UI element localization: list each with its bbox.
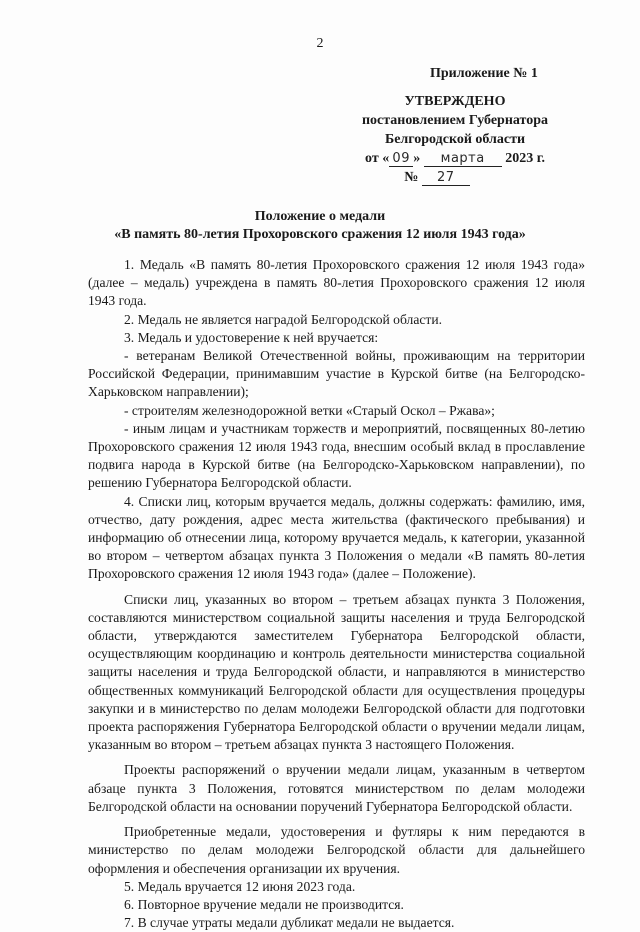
list-item: - строителям железнодорожной ветки «Старый Оскол – Ржава»;	[124, 402, 495, 418]
date-mid: »	[413, 151, 421, 166]
paragraph: 7. В случае утраты медали дубликат медали не выдается.	[124, 915, 455, 931]
paragraph: Приобретенные медали, удостоверения и футляры к ним передаются в министерство по делам молодежи Белгородской области для дальнейшего оформления и обеспечения организации их вручения.	[88, 824, 585, 876]
paragraph: 3. Медаль и удостоверение к ней вручается:	[124, 329, 379, 345]
approved-label: УТВЕРЖДЕНО	[404, 94, 506, 109]
list-item: - ветеранам Великой Отечественной войны, проживающим на территории Российской Федерации, принимавшим участие в Курской битве (на Белгородско-Харьковском направлении);	[88, 348, 585, 400]
approval-date	[350, 149, 560, 168]
approved-by-line1: постановлением Губернатора	[361, 113, 549, 128]
list-item: - иным лицам и участникам торжеств и мероприятий, посвященных 80-летию Прохоровского сражения 12 июля 1943 года, внесшим особый вклад в прославление подвига народа в Курской битве (на Белгородско-Харьковском направлении), по решению Губернатора Белгородской области.	[88, 420, 585, 491]
date-month: марта	[424, 152, 502, 167]
approval-stamp	[350, 92, 560, 187]
paragraph: Проекты распоряжений о вручении медали лицам, указанным в четвертом абзаце пункта 3 Положения, готовятся министерством по делам молодежи Белгородской области на основании поручений Губернатора Белгородской области.	[88, 762, 585, 814]
document-title	[0, 208, 640, 244]
document-body	[88, 256, 585, 932]
paragraph: 2. Медаль не является наградой Белгородской области.	[124, 311, 442, 327]
approval-number	[350, 168, 560, 187]
paragraph: 4. Списки лиц, которым вручается медаль, должны содержать: фамилию, имя, отчество, дату рождения, адрес места жительства (фактического пребывания) и информацию об отнесении лица, которому вручается медаль, к категории, указанной во втором – четвертом абзацах пункта 3 Положения о медали «В память 80-летия Прохоровского сражения 12 июля 1943 года» (далее – Положение).	[88, 493, 585, 582]
annex-label: Приложение № 1	[430, 66, 538, 81]
date-prefix: от «	[365, 151, 390, 166]
date-day: 09	[389, 152, 413, 167]
paragraph: 1. Медаль «В память 80-летия Прохоровского сражения 12 июля 1943 года» (далее – медаль) учреждена в память 80-летия Прохоровского сражения 12 июля 1943 года.	[88, 257, 585, 309]
date-year: 2023 г.	[505, 151, 545, 166]
paragraph: Списки лиц, указанных во втором – третьем абзацах пункта 3 Положения, составляются министерством социальной защиты населения и труда Белгородской области, утверждаются заместителем Губернатора Белгородской области, осуществляющим координацию и контроль деятельности министерства социальной защиты населения и труда Белгородской области, и направляются в министерство общественных коммуникаций Белгородской области для осуществления процедуры закупки и в министерство по делам молодежи Белгородской области для подготовки проекта распоряжения Губернатора Белгородской области о вручении медали лицам, указанным во втором – третьем абзацах пункта 3 настоящего Положения.	[88, 591, 585, 753]
title-line2: «В память 80-летия Прохоровского сражения 12 июля 1943 года»	[114, 227, 526, 242]
number-value: 27	[422, 171, 470, 186]
number-prefix: №	[404, 170, 419, 185]
paragraph: 6. Повторное вручение медали не производится.	[124, 896, 404, 912]
page-number: 2	[316, 36, 324, 51]
title-line1: Положение о медали	[254, 209, 386, 224]
approved-by-line2: Белгородской области	[384, 132, 526, 147]
paragraph: 5. Медаль вручается 12 июня 2023 года.	[124, 878, 356, 894]
